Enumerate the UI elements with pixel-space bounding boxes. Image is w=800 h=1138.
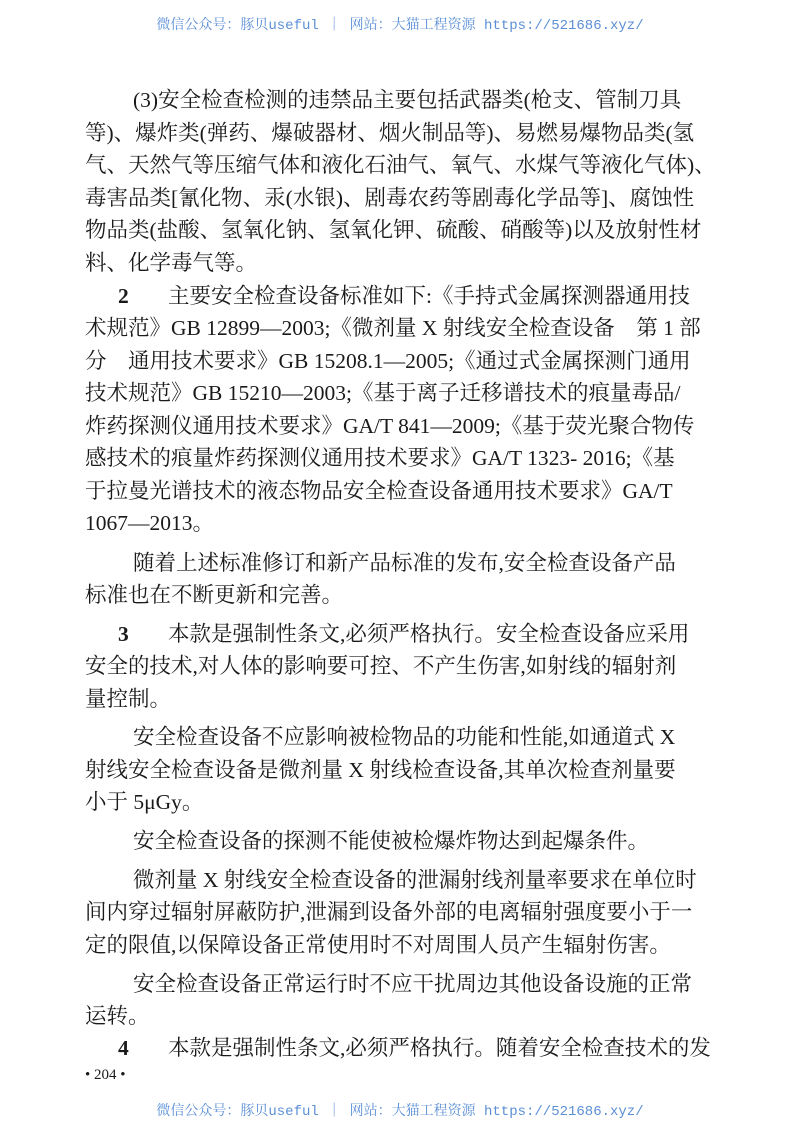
text-line: 运转。 <box>85 1004 150 1028</box>
page-number: • 204 • <box>85 1067 126 1083</box>
text-line: 安全检查设备不应影响被检物品的功能和性能,如通道式 X <box>133 725 676 749</box>
text-line: 技术规范》GB 15210—2003;《基于离子迁移谱技术的痕量毒品/ <box>85 381 681 405</box>
item-number: 3 <box>118 622 129 646</box>
text-line: (3)安全检查检测的违禁品主要包括武器类(枪支、管制刀具 <box>133 88 682 112</box>
text-line: 本款是强制性条文,必须严格执行。随着安全检查技术的发 <box>168 1036 711 1060</box>
text-line: 等)、爆炸类(弹药、爆破器材、烟火制品等)、易燃易爆物品类(氢 <box>85 121 695 145</box>
text-line: 安全检查设备的探测不能使被检爆炸物达到起爆条件。 <box>133 829 650 853</box>
text-line: 随着上述标准修订和新产品标准的发布,安全检查设备产品 <box>133 551 676 575</box>
text-line: 安全的技术,对人体的影响要可控、不产生伤害,如射线的辐射剂 <box>85 654 677 678</box>
watermark-header: 微信公众号：豚贝useful ｜ 网站：大猫工程资源 https://521686.xyz/ <box>156 18 644 34</box>
text-line: 间内穿过辐射屏蔽防护,泄漏到设备外部的电离辐射强度要小于一 <box>85 900 693 924</box>
text-line: 气、天然气等压缩气体和液化石油气、氧气、水煤气等液化气体)、 <box>85 153 716 177</box>
text-line: 安全检查设备正常运行时不应干扰周边其他设备设施的正常 <box>133 972 693 996</box>
text-line: 物品类(盐酸、氢氧化钠、氢氧化钾、硫酸、硝酸等)以及放射性材 <box>85 218 702 242</box>
text-line: 术规范》GB 12899—2003;《微剂量 X 射线安全检查设备 第 1 部 <box>85 316 701 340</box>
text-line: 1067—2013。 <box>85 511 215 535</box>
item-number: 2 <box>118 284 129 308</box>
text-line: 标准也在不断更新和完善。 <box>85 583 344 607</box>
text-line: 本款是强制性条文,必须严格执行。安全检查设备应采用 <box>168 622 690 646</box>
text-line: 感技术的痕量炸药探测仪通用技术要求》GA/T 1323- 2016;《基 <box>85 446 675 470</box>
watermark-footer: 微信公众号：豚贝useful ｜ 网站：大猫工程资源 https://521686.xyz/ <box>156 1104 644 1120</box>
text-line: 分 通用技术要求》GB 15208.1—2005;《通过式金属探测门通用 <box>85 349 691 373</box>
text-line: 定的限值,以保障设备正常使用时不对周围人员产生辐射伤害。 <box>85 933 671 957</box>
item-number: 4 <box>118 1036 129 1060</box>
text-line: 主要安全检查设备标准如下:《手持式金属探测器通用技 <box>168 284 690 308</box>
text-line: 小于 5μGy。 <box>85 790 204 814</box>
text-line: 于拉曼光谱技术的液态物品安全检查设备通用技术要求》GA/T <box>85 479 673 503</box>
text-line: 射线安全检查设备是微剂量 X 射线检查设备,其单次检查剂量要 <box>85 758 676 782</box>
text-line: 料、化学毒气等。 <box>85 251 258 275</box>
text-line: 毒害品类[氰化物、汞(水银)、剧毒农药等剧毒化学品等]、腐蚀性 <box>85 186 695 210</box>
text-line: 炸药探测仪通用技术要求》GA/T 841—2009;《基于荧光聚合物传 <box>85 414 695 438</box>
text-line: 量控制。 <box>85 687 172 711</box>
text-line: 微剂量 X 射线安全检查设备的泄漏射线剂量率要求在单位时 <box>133 868 697 892</box>
